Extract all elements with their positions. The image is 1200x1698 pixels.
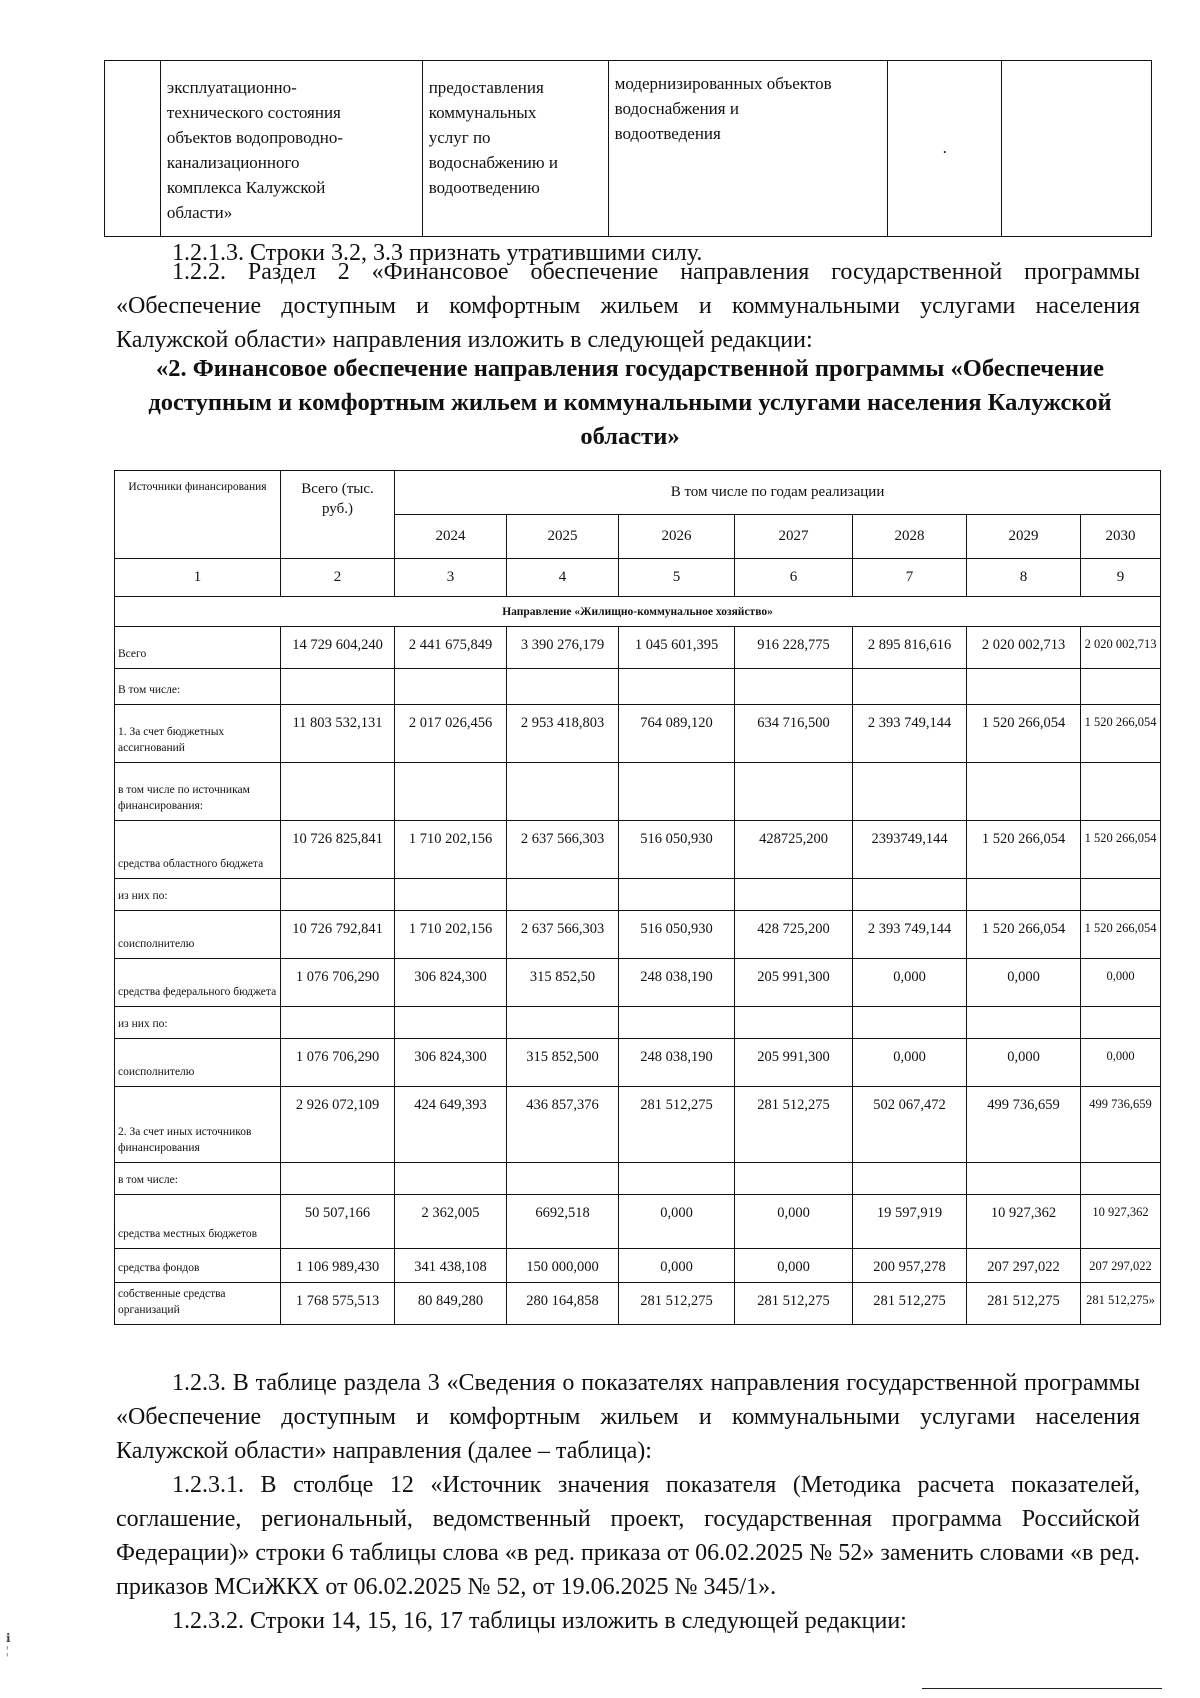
value-cell (853, 669, 967, 705)
value-cell: 3 390 276,179 (507, 627, 619, 669)
value-cell: 1 520 266,054 (1081, 911, 1161, 959)
continuation-table (104, 60, 1152, 237)
value-cell (395, 763, 507, 821)
value-cell: 916 228,775 (735, 627, 853, 669)
value-cell: 2 441 675,849 (395, 627, 507, 669)
row-label: 1. За счет бюджетных ассигнований (115, 705, 281, 763)
value-cell: 2 895 816,616 (853, 627, 967, 669)
value-cell: 0,000 (967, 1039, 1081, 1087)
row-label: Всего (115, 627, 281, 669)
table-row (115, 763, 1161, 821)
value-cell: 634 716,500 (735, 705, 853, 763)
year-2026: 2026 (619, 515, 735, 559)
col-index: 9 (1081, 559, 1161, 597)
value-cell: 764 089,120 (619, 705, 735, 763)
value-cell (619, 1007, 735, 1039)
row-label: средства областного бюджета (115, 821, 281, 879)
value-cell (507, 1007, 619, 1039)
column-index-row (115, 559, 1161, 597)
row-label: средства федерального бюджета (115, 959, 281, 1007)
value-cell: 248 038,190 (619, 1039, 735, 1087)
value-cell: 315 852,500 (507, 1039, 619, 1087)
value-cell (967, 763, 1081, 821)
value-cell: 281 512,275 (967, 1283, 1081, 1325)
value-cell: 281 512,275 (619, 1087, 735, 1163)
col-index: 5 (619, 559, 735, 597)
table-row (115, 879, 1161, 911)
value-cell (395, 879, 507, 911)
paragraph-1-2-3-1: 1.2.3.1. В столбце 12 «Источник значения показателя (Методика расчета показателей, соглашение, региональный, ведомственный проект, государственная программа Российской Федерации)» строки 6 таблицы слова «в ред. приказа от 06.02.2025 № 52» заменить словами «в ред. приказов МСиЖКХ от 06.02.2025 № 52, от 19.06.2025 № 345/1». (116, 1472, 1140, 1600)
value-cell (281, 763, 395, 821)
value-cell: 1 076 706,290 (281, 1039, 395, 1087)
value-cell: 315 852,50 (507, 959, 619, 1007)
value-cell (619, 1163, 735, 1195)
row-label: соисполнителю (115, 911, 281, 959)
value-cell: 0,000 (853, 1039, 967, 1087)
value-cell: 428725,200 (735, 821, 853, 879)
value-cell: 0,000 (967, 959, 1081, 1007)
value-cell (853, 1163, 967, 1195)
value-cell: 1 045 601,395 (619, 627, 735, 669)
value-cell: 2 637 566,303 (507, 911, 619, 959)
cell-blank (105, 61, 161, 237)
table-row (115, 821, 1161, 879)
value-cell: 1 520 266,054 (1081, 705, 1161, 763)
value-cell (619, 879, 735, 911)
cell-service: предоставления коммунальных услуг по водоснабжению и водоотведению (422, 61, 608, 237)
row-label: в том числе по источникам финансирования: (115, 763, 281, 821)
value-cell: 0,000 (619, 1249, 735, 1283)
col-index: 4 (507, 559, 619, 597)
value-cell: 10 927,362 (1081, 1195, 1161, 1249)
value-cell: 436 857,376 (507, 1087, 619, 1163)
value-cell: 281 512,275 (853, 1283, 967, 1325)
value-cell (507, 1163, 619, 1195)
value-cell: 306 824,300 (395, 1039, 507, 1087)
value-cell: 1 520 266,054 (1081, 821, 1161, 879)
value-cell: 2 017 026,456 (395, 705, 507, 763)
value-cell (619, 669, 735, 705)
table-row (115, 1039, 1161, 1087)
value-cell: 281 512,275» (1081, 1283, 1161, 1325)
row-label: средства местных бюджетов (115, 1195, 281, 1249)
value-cell (735, 763, 853, 821)
table-row (115, 959, 1161, 1007)
paragraph-1-2-3: 1.2.3. В таблице раздела 3 «Сведения о показателях направления государственной программы «Обеспечение доступным и комфортным жильем и коммунальными услугами населения Калужской области» направления (далее – таблица): (116, 1370, 1140, 1464)
value-cell (735, 1163, 853, 1195)
value-cell: 6692,518 (507, 1195, 619, 1249)
row-label: В том числе: (115, 669, 281, 705)
row-label: собственные средства организаций (115, 1283, 281, 1325)
value-cell (395, 1007, 507, 1039)
value-cell (281, 669, 395, 705)
direction-label: Направление «Жилищно-коммунальное хозяйство» (115, 597, 1161, 627)
value-cell: 281 512,275 (735, 1283, 853, 1325)
value-cell: 281 512,275 (735, 1087, 853, 1163)
row-label: из них по: (115, 879, 281, 911)
row-label: соисполнителю (115, 1039, 281, 1087)
value-cell: 0,000 (1081, 1039, 1161, 1087)
cell-description: эксплуатационно- технического состояния объектов водопроводно- канализационного комплекса Калужской области» (160, 61, 422, 237)
year-2029: 2029 (967, 515, 1081, 559)
table-row (115, 1249, 1161, 1283)
value-cell: 1 520 266,054 (967, 705, 1081, 763)
table-row (115, 705, 1161, 763)
table-header-row (115, 471, 1161, 515)
value-cell: 428 725,200 (735, 911, 853, 959)
cell-dot: . (888, 61, 1002, 237)
value-cell (853, 879, 967, 911)
value-cell: 2393749,144 (853, 821, 967, 879)
value-cell: 248 038,190 (619, 959, 735, 1007)
row-label: 2. За счет иных источников финансирования (115, 1087, 281, 1163)
value-cell: 306 824,300 (395, 959, 507, 1007)
value-cell: 499 736,659 (1081, 1087, 1161, 1163)
value-cell (967, 669, 1081, 705)
value-cell (619, 763, 735, 821)
value-cell: 499 736,659 (967, 1087, 1081, 1163)
value-cell: 50 507,166 (281, 1195, 395, 1249)
value-cell: 19 597,919 (853, 1195, 967, 1249)
col-index: 6 (735, 559, 853, 597)
value-cell: 516 050,930 (619, 821, 735, 879)
footer-rule (922, 1688, 1162, 1689)
value-cell (1081, 879, 1161, 911)
value-cell: 341 438,108 (395, 1249, 507, 1283)
value-cell: 2 393 749,144 (853, 911, 967, 959)
year-2027: 2027 (735, 515, 853, 559)
col-index: 1 (115, 559, 281, 597)
cell-objects: модернизированных объектов водоснабжения и водоотведения (608, 61, 888, 237)
value-cell: 200 957,278 (853, 1249, 967, 1283)
value-cell (967, 1163, 1081, 1195)
value-cell: 0,000 (735, 1195, 853, 1249)
value-cell (967, 879, 1081, 911)
value-cell: 0,000 (619, 1195, 735, 1249)
value-cell: 280 164,858 (507, 1283, 619, 1325)
value-cell: 424 649,393 (395, 1087, 507, 1163)
value-cell: 10 726 792,841 (281, 911, 395, 959)
row-label: из них по: (115, 1007, 281, 1039)
value-cell: 2 020 002,713 (967, 627, 1081, 669)
table-row (115, 1163, 1161, 1195)
col-index: 7 (853, 559, 967, 597)
paragraph-1-2-2: 1.2.2. Раздел 2 «Финансовое обеспечение направления государственной программы «Обеспечение доступным и комфортным жильем и коммунальными услугами населения Калужской области» направления изложить в следующей редакции: (116, 259, 1140, 353)
cell-blank-last (1002, 61, 1152, 237)
value-cell: 205 991,300 (735, 959, 853, 1007)
header-total: Всего (тыс. руб.) (281, 471, 395, 559)
value-cell (735, 1007, 853, 1039)
value-cell (507, 879, 619, 911)
value-cell: 0,000 (853, 959, 967, 1007)
direction-row (115, 597, 1161, 627)
value-cell: 1 076 706,290 (281, 959, 395, 1007)
value-cell (853, 1007, 967, 1039)
value-cell: 2 020 002,713 (1081, 627, 1161, 669)
value-cell (1081, 1163, 1161, 1195)
row-label: в том числе: (115, 1163, 281, 1195)
value-cell: 2 393 749,144 (853, 705, 967, 763)
table-row (115, 1087, 1161, 1163)
value-cell: 1 520 266,054 (967, 821, 1081, 879)
table-row (115, 669, 1161, 705)
value-cell (507, 763, 619, 821)
value-cell: 207 297,022 (1081, 1249, 1161, 1283)
continuation-row (105, 61, 1152, 237)
table-row (115, 1007, 1161, 1039)
value-cell: 10 726 825,841 (281, 821, 395, 879)
year-2024: 2024 (395, 515, 507, 559)
value-cell (281, 1007, 395, 1039)
value-cell (735, 879, 853, 911)
value-cell: 2 637 566,303 (507, 821, 619, 879)
value-cell (1081, 669, 1161, 705)
value-cell: 1 520 266,054 (967, 911, 1081, 959)
value-cell: 207 297,022 (967, 1249, 1081, 1283)
table-row (115, 1195, 1161, 1249)
col-index: 8 (967, 559, 1081, 597)
value-cell: 1 710 202,156 (395, 911, 507, 959)
col-index: 3 (395, 559, 507, 597)
value-cell: 11 803 532,131 (281, 705, 395, 763)
section-title: «2. Финансовое обеспечение направления государственной программы «Обеспечение доступным и комфортным жильем и коммунальными услугами населения Калужской области» (148, 355, 1112, 450)
table-row (115, 911, 1161, 959)
col-index: 2 (281, 559, 395, 597)
value-cell: 10 927,362 (967, 1195, 1081, 1249)
value-cell: 0,000 (735, 1249, 853, 1283)
value-cell: 502 067,472 (853, 1087, 967, 1163)
value-cell: 80 849,280 (395, 1283, 507, 1325)
value-cell (281, 879, 395, 911)
value-cell: 14 729 604,240 (281, 627, 395, 669)
value-cell (395, 1163, 507, 1195)
header-years-span: В том числе по годам реализации (395, 471, 1161, 515)
table-row (115, 627, 1161, 669)
value-cell: 1 768 575,513 (281, 1283, 395, 1325)
paragraph-1-2-3-2: 1.2.3.2. Строки 14, 15, 16, 17 таблицы изложить в следующей редакции: (172, 1608, 907, 1634)
value-cell (395, 669, 507, 705)
value-cell (1081, 763, 1161, 821)
value-cell (281, 1163, 395, 1195)
value-cell: 1 710 202,156 (395, 821, 507, 879)
year-2028: 2028 (853, 515, 967, 559)
value-cell (967, 1007, 1081, 1039)
financing-table (114, 470, 1161, 1325)
row-label: средства фондов (115, 1249, 281, 1283)
value-cell: 1 106 989,430 (281, 1249, 395, 1283)
value-cell (853, 763, 967, 821)
value-cell: 150 000,000 (507, 1249, 619, 1283)
year-2025: 2025 (507, 515, 619, 559)
value-cell: 281 512,275 (619, 1283, 735, 1325)
value-cell (1081, 1007, 1161, 1039)
table-row (115, 1283, 1161, 1325)
value-cell: 2 953 418,803 (507, 705, 619, 763)
value-cell (735, 669, 853, 705)
paragraph-1-2-1-3: 1.2.1.3. Строки 3.2, 3.3 признать утратившими силу. (172, 240, 703, 266)
value-cell: 205 991,300 (735, 1039, 853, 1087)
value-cell (507, 669, 619, 705)
value-cell: 2 926 072,109 (281, 1087, 395, 1163)
value-cell: 0,000 (1081, 959, 1161, 1007)
margin-mark: ℹ ¦ (6, 1631, 11, 1657)
year-2030: 2030 (1081, 515, 1161, 559)
value-cell: 516 050,930 (619, 911, 735, 959)
header-sources: Источники финансирования (115, 471, 281, 559)
value-cell: 2 362,005 (395, 1195, 507, 1249)
